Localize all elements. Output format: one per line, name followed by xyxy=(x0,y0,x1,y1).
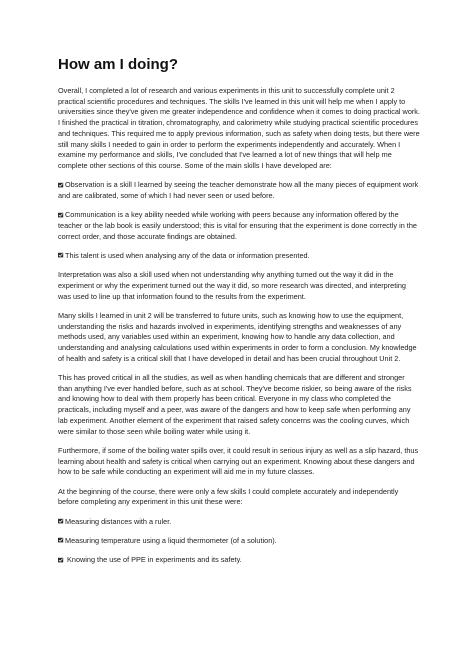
bullet-item-observation xyxy=(58,180,420,201)
interpretation-paragraph: Interpretation was also a skill used when not understanding why anything turned out the way it did in the experiment or why the experiment turned out the way it did, so more research was directed, and interpreting was used to line up that information found to the results from the experiment. xyxy=(58,270,406,301)
page-title: How am I doing? xyxy=(58,56,178,73)
checkbox-icon xyxy=(58,212,64,218)
transfer-skills-paragraph: Many skills I learned in unit 2 will be transferred to future units, such as knowing how to use the equipment, understanding the risks and hazards involved in experiments, identifying strengths and weaknesses of any methods used, any variables used within an experiment, knowing how to handle any data collection, and understanding and analysing calculations used within experiments in order to form a conclusion. My knowledge of health and safety is a critical skill that I have developed in detail and has been crucial throughout Unit 2. xyxy=(58,310,417,363)
checkbox-icon xyxy=(58,518,64,524)
bullet-item-thermometer xyxy=(58,536,420,547)
intro-paragraph: Overall, I completed a lot of research and various experiments in this unit to successfully complete unit 2 practical scientific procedures and techniques. The skills I've learned in this unit will help me when I apply to universities since they've given me greater independence and confidence when it comes to doing practical work. I finished the practical in titration, chromatography, and calorimetry while studying practical scientific procedures and techniques. This required me to apply previous information, such as safety when doing tests, but there were still many skills I needed to gain in order to perform the experiments independently and accurately. When I examine my performance and skills, I've concluded that I've learned a lot of new things that will help me complete other sections of this course. Some of the main skills I have developed are: xyxy=(58,86,420,170)
bullet-text: Knowing the use of PPE in experiments and its safety. xyxy=(65,555,242,565)
checkbox-icon xyxy=(58,537,64,543)
beginning-paragraph: At the beginning of the course, there were only a few skills I could complete accurately and independently before completing any experiment in this unit these were: xyxy=(58,486,399,507)
bullet-item-ppe xyxy=(58,555,420,566)
bullet-text: This talent is used when analysing any of the data or information presented. xyxy=(65,250,310,260)
bullet-item-communication xyxy=(58,210,420,242)
bullet-item-ruler xyxy=(58,517,420,528)
checkbox-icon xyxy=(58,252,64,258)
document-content xyxy=(58,56,420,574)
bullet-text: Communication is a key ability needed while working with peers because any information offered by the teacher or the lab book is easily understood; this is vital for ensuring that the experiment is done correctly in the correct order, and those accurate findings are obtained. xyxy=(58,210,417,241)
checkbox-icon xyxy=(58,182,64,188)
bullet-text: Measuring distances with a ruler. xyxy=(65,516,172,526)
bullet-text: Measuring temperature using a liquid thermometer (of a solution). xyxy=(65,535,277,545)
checkbox-icon xyxy=(58,557,64,563)
hazard-paragraph: Furthermore, if some of the boiling water spills over, it could result in serious injury as well as a slip hazard, thus learning about health and safety is critical when carrying out an experiment. Knowing about these dangers and how to be safe while conducting an experiment will aid me in my future classes. xyxy=(58,445,419,477)
safety-paragraph: This has proved critical in all the studies, as well as when handling chemicals that are different and stronger than anything I've ever handled before, such as at school. They've become riskier, so being aware of the risks and knowing how to deal with them properly has been critical. Everyone in my class who completed the practicals, including myself and a peer, was aware of the dangers and how to keep safe when performing any lab experiment. Another element of the experiment that raised safety concerns was the cooling curves, which were similar to those seen while boiling water while using it. xyxy=(58,373,412,436)
bullet-text: Observation is a skill I learned by seeing the teacher demonstrate how all the many pieces of equipment work and are calibrated, some of which I had never seen or used before. xyxy=(58,180,419,200)
bullet-item-talent xyxy=(58,251,420,262)
